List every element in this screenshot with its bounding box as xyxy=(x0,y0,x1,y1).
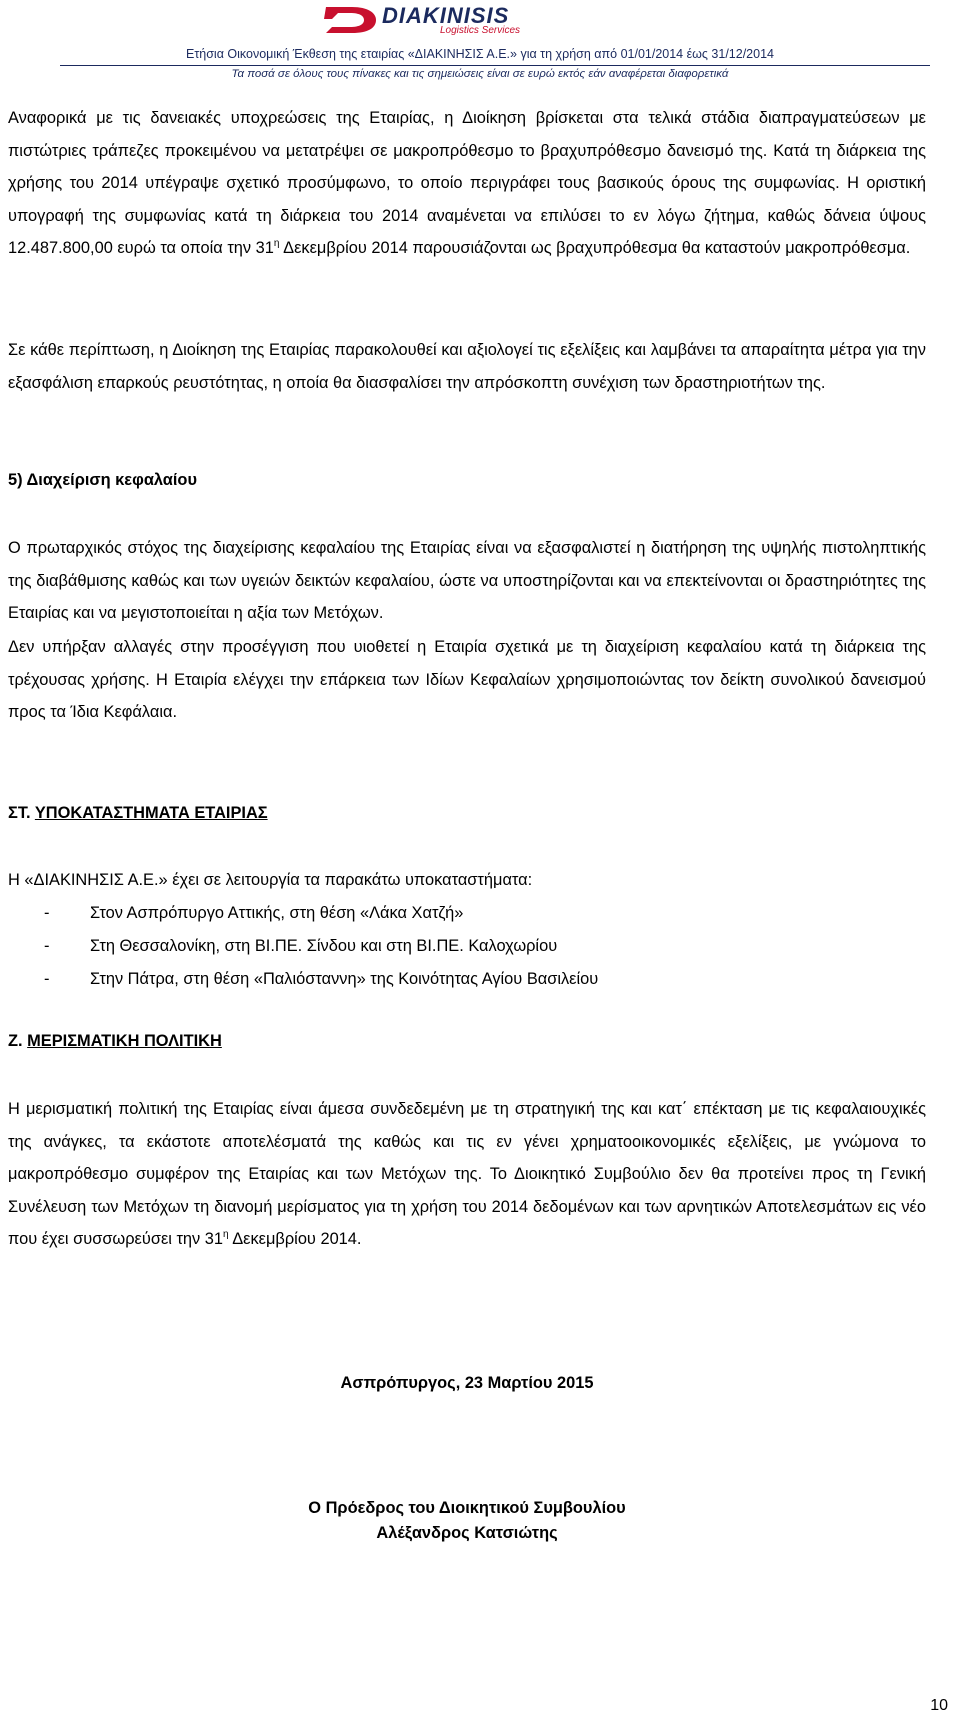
section-st-heading xyxy=(8,804,268,823)
signatory-name: Αλέξανδρος Κατσιώτης xyxy=(376,1524,558,1542)
list-item-text: Στην Πάτρα, στη θέση «Παλιόσταννη» της Κοινότητας Αγίου Βασιλείου xyxy=(90,970,599,988)
branches-intro-text: Η «ΔΙΑΚΙΝΗΣΙΣ Α.Ε.» έχει σε λειτουργία τα παρακάτω υποκαταστήματα: xyxy=(8,871,533,889)
report-title: Ετήσια Οικονομική Έκθεση της εταιρίας «ΔΙΑΚΙΝΗΣΙΣ Α.Ε.» για τη χρήση από 01/01/2014 έως 31/12/2014 xyxy=(185,47,774,61)
list-dash: - xyxy=(44,904,50,922)
section5-para1-text: Ο πρωταρχικός στόχος της διαχείρισης κεφαλαίου της Εταιρίας είναι να εξασφαλιστεί η διατήρηση της υψηλής πιστοληπτικής της διαβάθμισης καθώς και των υγειών δεικτών κεφαλαίου, ώστε να υποστηρίζονται και να επεκτείνονται οι δραστηριότητες της Εταιρίας και να μεγιστοποιείται η αξία των Μετόχων. xyxy=(8,539,926,622)
list-item-text: Στη Θεσσαλονίκη, στη ΒΙ.ΠΕ. Σίνδου και στη ΒΙ.ΠΕ. Καλοχωρίου xyxy=(90,937,558,955)
page-number: 10 xyxy=(930,1697,948,1714)
section-5-heading: 5) Διαχείριση κεφαλαίου xyxy=(8,471,197,489)
currency-note: Τα ποσά σε όλους τους πίνακες και τις σημειώσεις είναι σε ευρώ εκτός εάν αναφέρεται διαφορετικά xyxy=(231,68,729,80)
company-logo xyxy=(322,5,552,35)
ordinal-superscript: η xyxy=(273,238,280,249)
logo-mark-icon xyxy=(322,5,382,35)
branches-list xyxy=(8,897,908,996)
list-item-text: Στον Ασπρόπυργο Αττικής, στη θέση «Λάκα Χατζή» xyxy=(90,904,464,922)
branches-intro xyxy=(8,864,926,897)
para2-text: Σε κάθε περίπτωση, η Διοίκηση της Εταιρίας παρακολουθεί και αξιολογεί τις εξελίξεις και λαμβάνει τα απαραίτητα μέτρα για την εξασφάλιση επαρκούς ρευστότητας, η οποία θα διασφαλίσει την απρόσκοπτη συνέχιση των δραστηριοτήτων της. xyxy=(8,341,926,392)
list-item xyxy=(8,963,908,996)
dividend-text-end: Δεκεμβρίου 2014. xyxy=(228,1230,362,1248)
para1-text-end: Δεκεμβρίου 2014 παρουσιάζονται ως βραχυπρόθεσμα θα καταστούν μακροπρόθεσμα. xyxy=(279,239,911,257)
section-z-title: ΜΕΡΙΣΜΑΤΙΚΗ ΠΟΛΙΤΙΚΗ xyxy=(27,1032,222,1050)
section-z-prefix: Ζ. xyxy=(8,1032,23,1050)
dividend-text: Η μερισματική πολιτική της Εταιρίας είναι άμεσα συνδεδεμένη με τη στρατηγική της και κατ΄ επέκταση με τις κεφαλαιουχικές της ανάγκες, τα εκάστοτε αποτελέσματά της καθώς και τις εν γένει χρηματοοικονομικές εξελίξεις, με γνώμονα το μακροπρόθεσμο συμφέρον της Εταιρίας και των Μετόχων της. Το Διοικητικό Συμβούλιο δεν θα προτείνει προς τη Γενική Συνέλευση των Μετόχων τη διανομή μερίσματος για τη χρήση του 2014 δεδομένων και των αρνητικών Αποτελεσμάτων εις νέο που έχει συσσωρεύσει την 31 xyxy=(8,1100,926,1248)
ordinal-superscript: η xyxy=(223,1229,229,1240)
capital-management-paragraph-1 xyxy=(8,532,926,630)
place-date: Ασπρόπυργος, 23 Μαρτίου 2015 xyxy=(340,1374,594,1392)
list-item xyxy=(8,930,908,963)
list-dash: - xyxy=(44,937,50,955)
list-item xyxy=(8,897,908,930)
logo-tagline: Logistics Services xyxy=(440,25,521,36)
signatory-role: Ο Πρόεδρος του Διοικητικού Συμβουλίου xyxy=(308,1499,626,1517)
section-st-prefix: ΣΤ. xyxy=(8,804,31,822)
para1-text: Αναφορικά με τις δανειακές υποχρεώσεις της Εταιρίας, η Διοίκηση βρίσκεται στα τελικά στάδια διαπραγματεύσεων με πιστώτριες τράπεζες προκειμένου να μετατρέψει σε μακροπρόθεσμο το βραχυπρόθεσμο δανεισμό της. Κατά τη διάρκεια της χρήσης του 2014 υπέγραψε σχετικό προσύμφωνο, το οποίο περιγράφει τους βασικούς όρους της συμφωνίας. Η οριστική υπογραφή της συμφωνίας κατά τη διάρκεια του 2014 αναμένεται να επιλύσει το εν λόγω ζήτημα, καθώς δάνεια ύψους 12.487.800,00 ευρώ τα οποία την 31 xyxy=(8,109,926,257)
liquidity-paragraph xyxy=(8,334,926,399)
logo-wordmark: DIAKINISIS xyxy=(382,3,510,28)
header-divider xyxy=(60,65,930,66)
list-dash: - xyxy=(44,970,50,988)
dividend-policy-paragraph xyxy=(8,1093,926,1256)
section-z-heading xyxy=(8,1032,222,1051)
capital-management-paragraph-2 xyxy=(8,631,926,729)
loan-obligations-paragraph xyxy=(8,102,926,265)
section-st-title: ΥΠΟΚΑΤΑΣΤΗΜΑΤΑ ΕΤΑΙΡΙΑΣ xyxy=(34,804,268,822)
section5-para2-text: Δεν υπήρξαν αλλαγές στην προσέγγιση που υιοθετεί η Εταιρία σχετικά με τη διαχείριση κεφαλαίου κατά τη διάρκεια της τρέχουσας χρήσης. Η Εταιρία ελέγχει την επάρκεια των Ιδίων Κεφαλαίων χρησιμοποιώντας τον δείκτη συνολικού δανεισμού προς τα Ίδια Κεφάλαια. xyxy=(8,638,926,721)
